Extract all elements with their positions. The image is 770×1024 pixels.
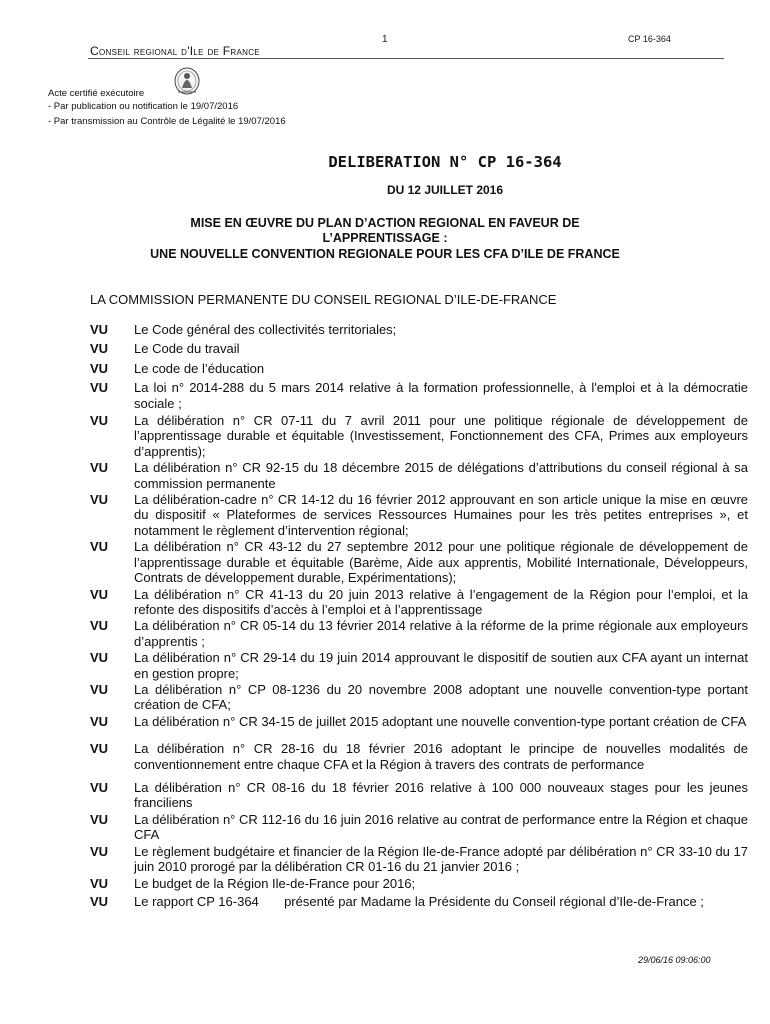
vu-item [90, 714, 748, 729]
vu-text: La délibération n° CR 112-16 du 16 juin 2016 relative au contrat de performance entre la Région et chaque CFA [134, 811, 748, 843]
vu-text: Le règlement budgétaire et financier de la Région Ile-de-France adopté par délibération n° CR 33-10 du 17 juin 2010 prorogé par la délibération CR 01-16 du 21 janvier 2016 ; [134, 843, 748, 874]
vu-text: La délibération n° CR 05-14 du 13 février 2014 relative à la réforme de la prime régionale aux employeurs d’apprentis ; [134, 618, 748, 649]
vu-label: VU [90, 380, 109, 396]
vu-text: La délibération n° CR 28-16 du 18 février 2016 adoptant le principe de nouvelles modalités de conventionnement entre chaque CFA et la Région à travers des contrats de performance [134, 741, 748, 772]
vu-item [90, 322, 748, 337]
seal-icon [172, 66, 202, 98]
vu-label: VU [90, 460, 109, 476]
vu-item [90, 413, 748, 459]
vu-item [90, 539, 748, 585]
page-number: 1 [382, 34, 388, 45]
vu-item [90, 380, 748, 411]
vu-text: Le Code général des collectivités territoriales; [134, 322, 397, 337]
vu-text: Le Code du travail [134, 341, 240, 357]
subject-line: UNE NOUVELLE CONVENTION REGIONALE POUR LES CFA D’ILE DE FRANCE [150, 247, 620, 261]
vu-item [90, 361, 748, 376]
header-reference: CP 16-364 [628, 34, 671, 44]
vu-text: La délibération n° CR 08-16 du 18 février 2016 relative à 100 000 nouveaux stages pour les jeunes franciliens [134, 779, 748, 811]
vu-item [90, 894, 748, 909]
organization-name: Conseil regional d'Ile de France [90, 44, 260, 58]
vu-item [90, 844, 748, 875]
vu-label: VU [90, 779, 109, 795]
vu-text: Le code de l’éducation [134, 360, 265, 376]
vu-text: La délibération-cadre n° CR 14-12 du 16 février 2012 approuvant en son article unique la mise en œuvre du dispositif « Plateformes de services Ressources Humaines pour les très petites entreprises », et notamment le règlement d’intervention régional; [134, 492, 748, 538]
vu-label: VU [90, 811, 109, 827]
vu-text: La délibération n° CR 43-12 du 27 septembre 2012 pour une politique régionale de développement de l’apprentissage durable et équitable (Barème, Aide aux apprentis, Mobilité Internationale, Développeurs, Contrats de développement durable, Expérimentations); [134, 539, 748, 586]
certification-transmission: - Par transmission au Contrôle de Légalité le 19/07/2016 [48, 116, 286, 127]
vu-text: La loi n° 2014-288 du 5 mars 2014 relative à la formation professionnelle, à l'emploi et à la démocratie sociale ; [134, 380, 748, 411]
vu-label: VU [90, 413, 109, 429]
vu-label: VU [90, 741, 109, 757]
footer-timestamp: 29/06/16 09:06:00 [638, 955, 711, 965]
vu-text: La délibération n° CR 34-15 de juillet 2015 adoptant une nouvelle convention-type portant création de CFA [134, 713, 747, 729]
deliberation-title: DELIBERATION N° CP 16-364 [328, 153, 562, 171]
vu-text: La délibération n° CR 07-11 du 7 avril 2011 pour une politique régionale de développement de l’apprentissage durable et équitable (Investissement, Fonctionnement des CFA, Primes aux employeurs d’apprentis); [134, 413, 748, 459]
deliberation-date: DU 12 JUILLET 2016 [386, 183, 504, 197]
vu-label: VU [90, 322, 109, 337]
commission-heading: LA COMMISSION PERMANENTE DU CONSEIL REGIONAL D’ILE-DE-FRANCE [90, 292, 557, 307]
vu-text: Le rapport CP 16-364 présenté par Madame la Présidente du Conseil régional d’Ile-de-France ; [134, 893, 704, 909]
vu-label: VU [90, 586, 109, 602]
vu-text: Le budget de la Région Ile-de-France pour 2016; [134, 876, 416, 892]
vu-item [90, 618, 748, 649]
vu-label: VU [90, 539, 109, 555]
vu-text: La délibération n° CP 08-1236 du 20 novembre 2008 adoptant une nouvelle convention-type portant création de CFA; [134, 681, 748, 713]
vu-item [90, 741, 748, 772]
vu-item [90, 460, 748, 491]
vu-label: VU [90, 893, 109, 909]
vu-label: VU [90, 492, 109, 508]
certification-title: Acte certifié exécutoire [48, 88, 145, 99]
vu-item [90, 650, 748, 681]
vu-item [90, 492, 748, 538]
vu-item [90, 587, 748, 618]
vu-item [90, 876, 748, 891]
vu-label: VU [90, 843, 109, 859]
subject-line: MISE EN ŒUVRE DU PLAN D’ACTION REGIONAL EN FAVEUR DE [190, 216, 580, 230]
vu-item [90, 341, 748, 356]
vu-label: VU [90, 713, 109, 729]
vu-text: La délibération n° CR 41-13 du 20 juin 2013 relative à l’engagement de la Région pour l’emploi, et la refonte des dispositifs d’accès à l’emploi et à l’apprentissage [134, 586, 748, 617]
vu-label: VU [90, 360, 109, 376]
vu-label: VU [90, 681, 109, 697]
subject-line: L’APPRENTISSAGE : [322, 231, 448, 245]
vu-item [90, 812, 748, 843]
vu-item [90, 682, 748, 713]
vu-label: VU [90, 650, 109, 666]
certification-publication: - Par publication ou notification le 19/07/2016 [48, 101, 239, 112]
vu-text: La délibération n° CR 29-14 du 19 juin 2014 approuvant le dispositif de soutien aux CFA ayant un internat en gestion propre; [134, 650, 748, 681]
header-divider [88, 58, 724, 59]
vu-item [90, 780, 748, 811]
vu-list [90, 322, 748, 909]
vu-label: VU [90, 341, 109, 357]
vu-label: VU [90, 618, 109, 634]
vu-text: La délibération n° CR 92-15 du 18 décembre 2015 de délégations d’attributions du conseil régional à sa commission permanente [134, 460, 748, 491]
vu-label: VU [90, 876, 109, 892]
